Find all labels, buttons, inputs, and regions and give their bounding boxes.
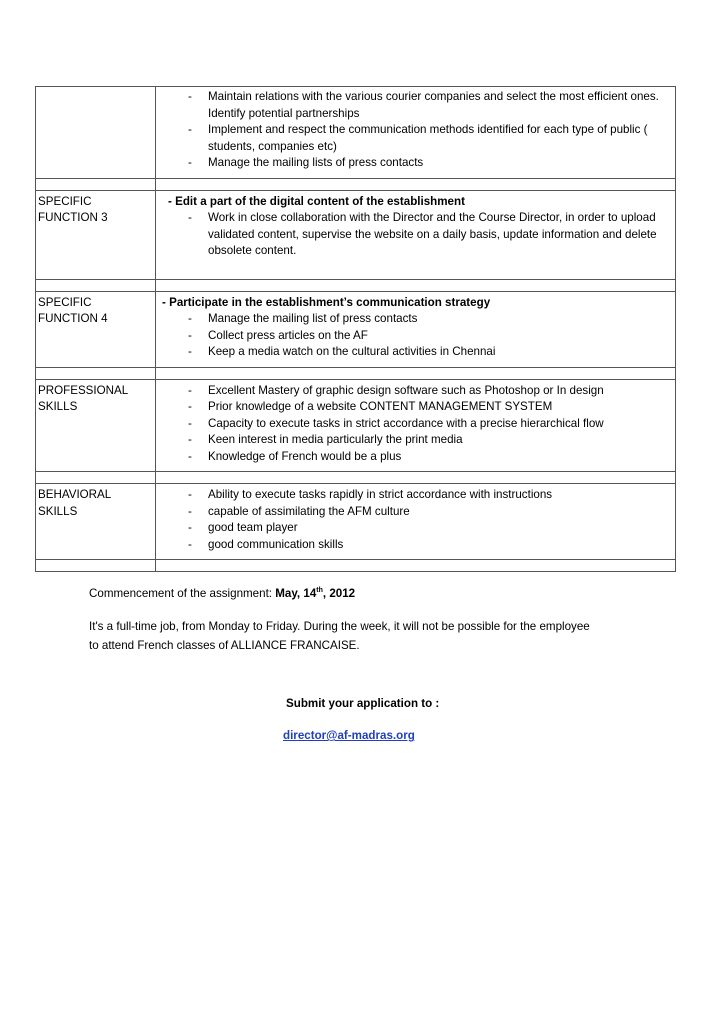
spacer-row bbox=[36, 367, 676, 379]
row-label: FUNCTION 3 bbox=[38, 211, 108, 224]
list-item: - capable of assimilating the AFM culture bbox=[158, 504, 673, 521]
row-bullet-list bbox=[158, 311, 673, 361]
list-item: - Keen interest in media particularly the print media bbox=[158, 432, 673, 449]
row-label-cell bbox=[36, 87, 156, 179]
spacer-cell bbox=[156, 472, 676, 484]
row-label: BEHAVIORAL bbox=[38, 488, 112, 501]
row-heading: - Participate in the establishment’s communication strategy bbox=[162, 295, 491, 309]
table-row bbox=[36, 379, 676, 472]
list-item: - Prior knowledge of a website CONTENT MANAGEMENT SYSTEM bbox=[158, 399, 673, 416]
row-label: SKILLS bbox=[38, 400, 78, 413]
row-label: PROFESSIONAL bbox=[38, 383, 129, 397]
list-item: - Knowledge of French would be a plus bbox=[158, 449, 673, 466]
email-link[interactable]: director@af-madras.org bbox=[283, 729, 415, 742]
list-item: - Keep a media watch on the cultural activities in Chennai bbox=[158, 344, 673, 361]
row-label-cell bbox=[36, 484, 156, 560]
row-label: SPECIFIC bbox=[38, 194, 92, 208]
spacer-cell bbox=[36, 472, 156, 484]
spacer-cell bbox=[36, 560, 156, 572]
row-bullet-list bbox=[158, 383, 673, 466]
submit-heading: Submit your application to : bbox=[286, 697, 440, 710]
row-bullet-list bbox=[158, 210, 673, 260]
spacer-row bbox=[36, 178, 676, 190]
row-bullet-list bbox=[158, 89, 673, 172]
spacer-cell bbox=[156, 279, 676, 291]
row-content-cell bbox=[156, 87, 676, 179]
row-content-cell bbox=[156, 484, 676, 560]
row-bullet-list bbox=[158, 487, 673, 553]
spacer-cell bbox=[156, 367, 676, 379]
row-content-cell bbox=[156, 291, 676, 367]
fulltime-paragraph bbox=[89, 617, 590, 655]
row-content-cell bbox=[156, 379, 676, 472]
spacer-row bbox=[36, 472, 676, 484]
spacer-cell bbox=[36, 178, 156, 190]
job-description-table bbox=[35, 86, 676, 572]
fulltime-line-2: to attend French classes of ALLIANCE FRANCAISE. bbox=[89, 639, 360, 652]
row-label: SPECIFIC bbox=[38, 295, 92, 309]
spacer-row bbox=[36, 560, 676, 572]
list-item: - Collect press articles on the AF bbox=[158, 328, 673, 345]
table-row bbox=[36, 484, 676, 560]
row-label: FUNCTION 4 bbox=[38, 312, 108, 325]
table-row bbox=[36, 291, 676, 367]
list-item: - Manage the mailing lists of press contacts bbox=[158, 155, 673, 172]
row-label: SKILLS bbox=[38, 504, 78, 518]
spacer-cell bbox=[156, 560, 676, 572]
row-heading: - Edit a part of the digital content of the establishment bbox=[168, 194, 465, 208]
spacer-row bbox=[36, 279, 676, 291]
list-item: - Maintain relations with the various courier companies and select the most efficient ones. Identify potential partnerships bbox=[158, 89, 673, 122]
fulltime-line-1: It's a full-time job, from Monday to Friday. During the week, it will not be possible for the employee bbox=[89, 620, 590, 633]
commencement-line bbox=[89, 584, 355, 603]
list-item: - Excellent Mastery of graphic design software such as Photoshop or In design bbox=[158, 383, 673, 400]
row-label-cell bbox=[36, 291, 156, 367]
list-item: - Work in close collaboration with the Director and the Course Director, in order to upload validated content, supervise the website on a daily basis, update information and delete obsolete content. bbox=[158, 210, 673, 260]
row-content-cell bbox=[156, 190, 676, 279]
spacer-cell bbox=[36, 367, 156, 379]
table-row bbox=[36, 190, 676, 279]
list-item: - Manage the mailing list of press contacts bbox=[158, 311, 673, 328]
list-item: - Ability to execute tasks rapidly in strict accordance with instructions bbox=[158, 487, 673, 504]
spacer-cell bbox=[156, 178, 676, 190]
spacer-cell bbox=[36, 279, 156, 291]
commencement-label: Commencement of the assignment: bbox=[89, 587, 276, 600]
list-item: - good team player bbox=[158, 520, 673, 537]
row-label-cell bbox=[36, 379, 156, 472]
list-item: - good communication skills bbox=[158, 537, 673, 554]
table-row bbox=[36, 87, 676, 179]
commencement-date: May, 14th, 2012 bbox=[275, 587, 356, 600]
row-label-cell bbox=[36, 190, 156, 279]
list-item: - Capacity to execute tasks in strict accordance with a precise hierarchical flow bbox=[158, 416, 673, 433]
list-item: - Implement and respect the communication methods identified for each type of public ( students, companies etc) bbox=[158, 122, 673, 155]
